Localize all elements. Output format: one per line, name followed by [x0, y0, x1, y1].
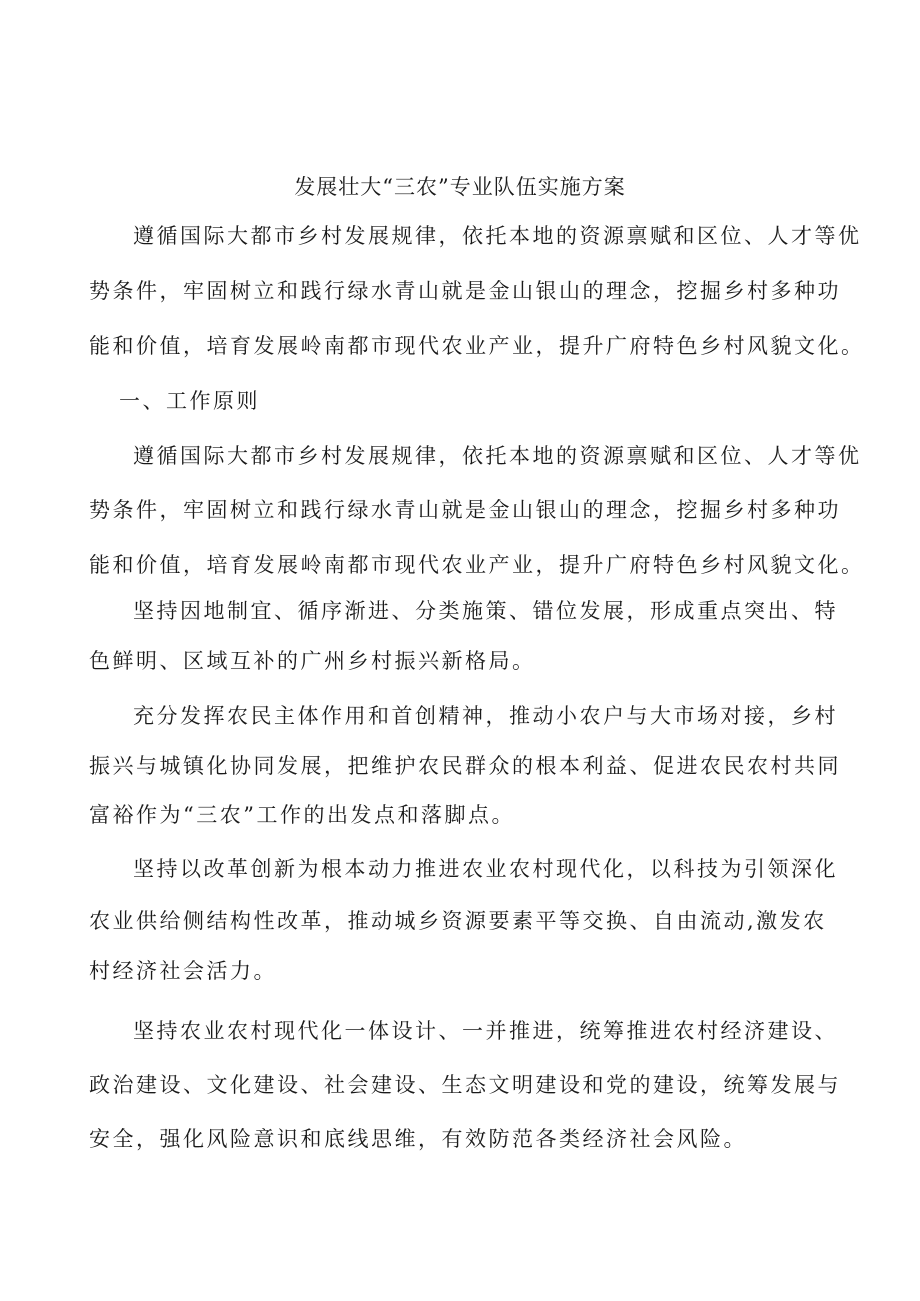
paragraph-line: 色鲜明、区域互补的广州乡村振兴新格局。 — [89, 649, 536, 673]
paragraph-line: 能和价值，培育发展岭南都市现代农业产业，提升广府特色乡村风貌文化。 — [89, 334, 865, 358]
paragraph-line: 势条件，牢固树立和践行绿水青山就是金山银山的理念，挖掘乡村多种功 — [89, 498, 841, 522]
section-heading: 一、工作原则 — [119, 389, 260, 413]
paragraph-line: 势条件，牢固树立和践行绿水青山就是金山银山的理念，挖掘乡村多种功 — [89, 279, 841, 303]
paragraph-line: 农业供给侧结构性改革，推动城乡资源要素平等交换、自由流动,激发农 — [89, 909, 827, 933]
document-title: 发展壮大“三农”专业队伍实施方案 — [294, 175, 626, 199]
paragraph-line: 村经济社会活力。 — [89, 959, 277, 983]
paragraph-line: 坚持以改革创新为根本动力推进农业农村现代化，以科技为引领深化 — [133, 857, 838, 881]
paragraph-line: 富裕作为“三农”工作的出发点和落脚点。 — [89, 803, 515, 827]
paragraph-line: 充分发挥农民主体作用和首创精神，推动小农户与大市场对接，乡村 — [133, 704, 838, 728]
paragraph-line: 坚持农业农村现代化一体设计、一并推进，统筹推进农村经济建设、 — [133, 1019, 838, 1043]
paragraph-line: 坚持因地制宜、循序渐进、分类施策、错位发展，形成重点突出、特 — [133, 599, 838, 623]
paragraph-line: 振兴与城镇化协同发展，把维护农民群众的根本利益、促进农民农村共同 — [89, 754, 841, 778]
paragraph-line: 遵循国际大都市乡村发展规律，依托本地的资源禀赋和区位、人才等优 — [133, 444, 862, 468]
paragraph-line: 政治建设、文化建设、社会建设、生态文明建设和党的建设，统筹发展与 — [89, 1073, 841, 1097]
paragraph-line: 遵循国际大都市乡村发展规律，依托本地的资源禀赋和区位、人才等优 — [133, 224, 862, 248]
paragraph-line: 能和价值，培育发展岭南都市现代农业产业，提升广府特色乡村风貌文化。 — [89, 553, 865, 577]
paragraph-line: 安全，强化风险意识和底线思维，有效防范各类经济社会风险。 — [89, 1127, 747, 1151]
